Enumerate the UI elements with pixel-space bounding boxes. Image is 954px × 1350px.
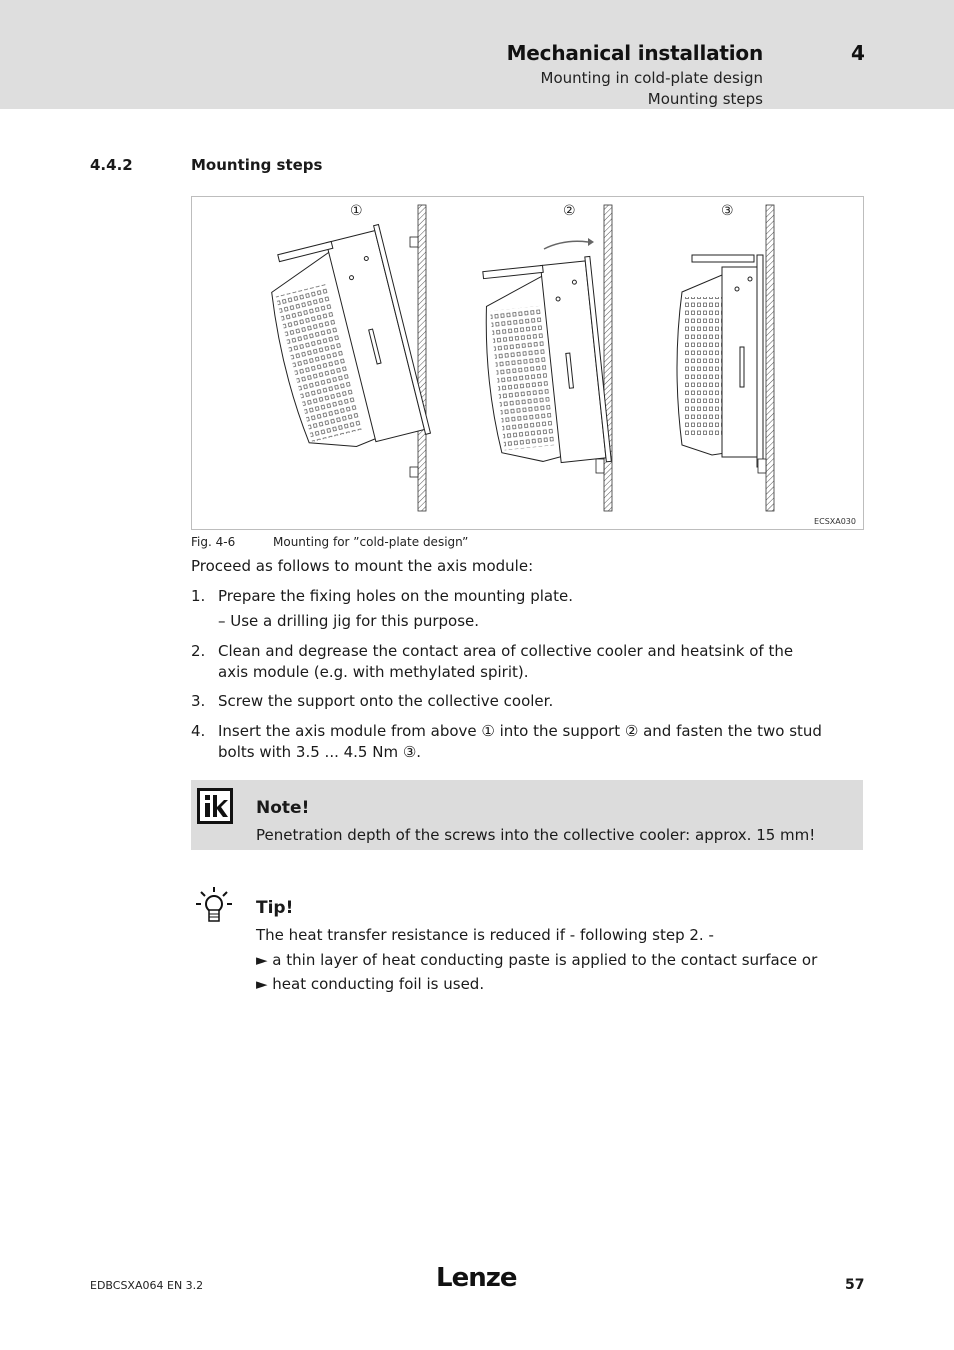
cooler-wall-1: [418, 205, 426, 511]
step-label-1: ①: [350, 203, 363, 219]
figure-code: ECSXA030: [814, 517, 856, 526]
page-header: [0, 0, 954, 109]
chapter-number: 4: [851, 41, 865, 65]
figure-caption: Mounting for ”cold-plate design”: [273, 535, 469, 549]
mounting-illustration: [192, 197, 865, 531]
step-text: Screw the support onto the collective cooler.: [218, 692, 554, 710]
tip-title: Tip!: [256, 898, 294, 918]
info-icon: [197, 788, 233, 824]
page-number: 57: [845, 1277, 865, 1293]
tip-bullet: ► a thin layer of heat conducting paste is applied to the contact surface or: [256, 951, 818, 969]
tip-intro: The heat transfer resistance is reduced if - following step 2. -: [256, 926, 714, 944]
step-text-cont: axis module (e.g. with methylated spirit).: [218, 663, 529, 681]
tip-bullet: ► heat conducting foil is used.: [256, 975, 485, 993]
step-label-3: ③: [721, 203, 734, 219]
chapter-title: Mechanical installation: [506, 41, 763, 65]
step-text: Prepare the fixing holes on the mounting plate.: [218, 587, 573, 605]
lenze-logo: Lenze: [436, 1263, 517, 1293]
step-label-2: ②: [563, 203, 576, 219]
module-step-3: [677, 255, 766, 473]
note-box: [191, 780, 863, 850]
header-subsubtitle: Mounting steps: [647, 90, 763, 108]
mounting-figure: [191, 196, 864, 530]
note-text: Penetration depth of the screws into the collective cooler: approx. 15 mm!: [256, 826, 816, 844]
cooler-wall-3: [766, 205, 774, 511]
intro-text: Proceed as follows to mount the axis module:: [191, 557, 534, 575]
cooler-wall-2: [604, 205, 612, 511]
step-number: 4.: [191, 722, 206, 740]
step-number: 1.: [191, 587, 206, 605]
note-title: Note!: [256, 798, 310, 818]
step-text: Insert the axis module from above ① into the support ② and fasten the two stud: [218, 722, 822, 740]
header-subtitle: Mounting in cold-plate design: [540, 69, 763, 87]
figure-label: Fig. 4-6: [191, 535, 236, 549]
step-number: 3.: [191, 692, 206, 710]
module-step-2: [477, 256, 611, 473]
section-title: Mounting steps: [191, 156, 323, 174]
insert-arrow: [544, 241, 588, 249]
lightbulb-icon: [195, 885, 235, 929]
section-number: 4.4.2: [90, 156, 133, 174]
step-number: 2.: [191, 642, 206, 660]
step-text-cont: bolts with 3.5 ... 4.5 Nm ③.: [218, 743, 422, 761]
module-step-1: [257, 225, 430, 464]
step-text: Clean and degrease the contact area of collective cooler and heatsink of the: [218, 642, 794, 660]
document-id: EDBCSXA064 EN 3.2: [90, 1279, 204, 1292]
step-subtext: – Use a drilling jig for this purpose.: [218, 612, 480, 630]
